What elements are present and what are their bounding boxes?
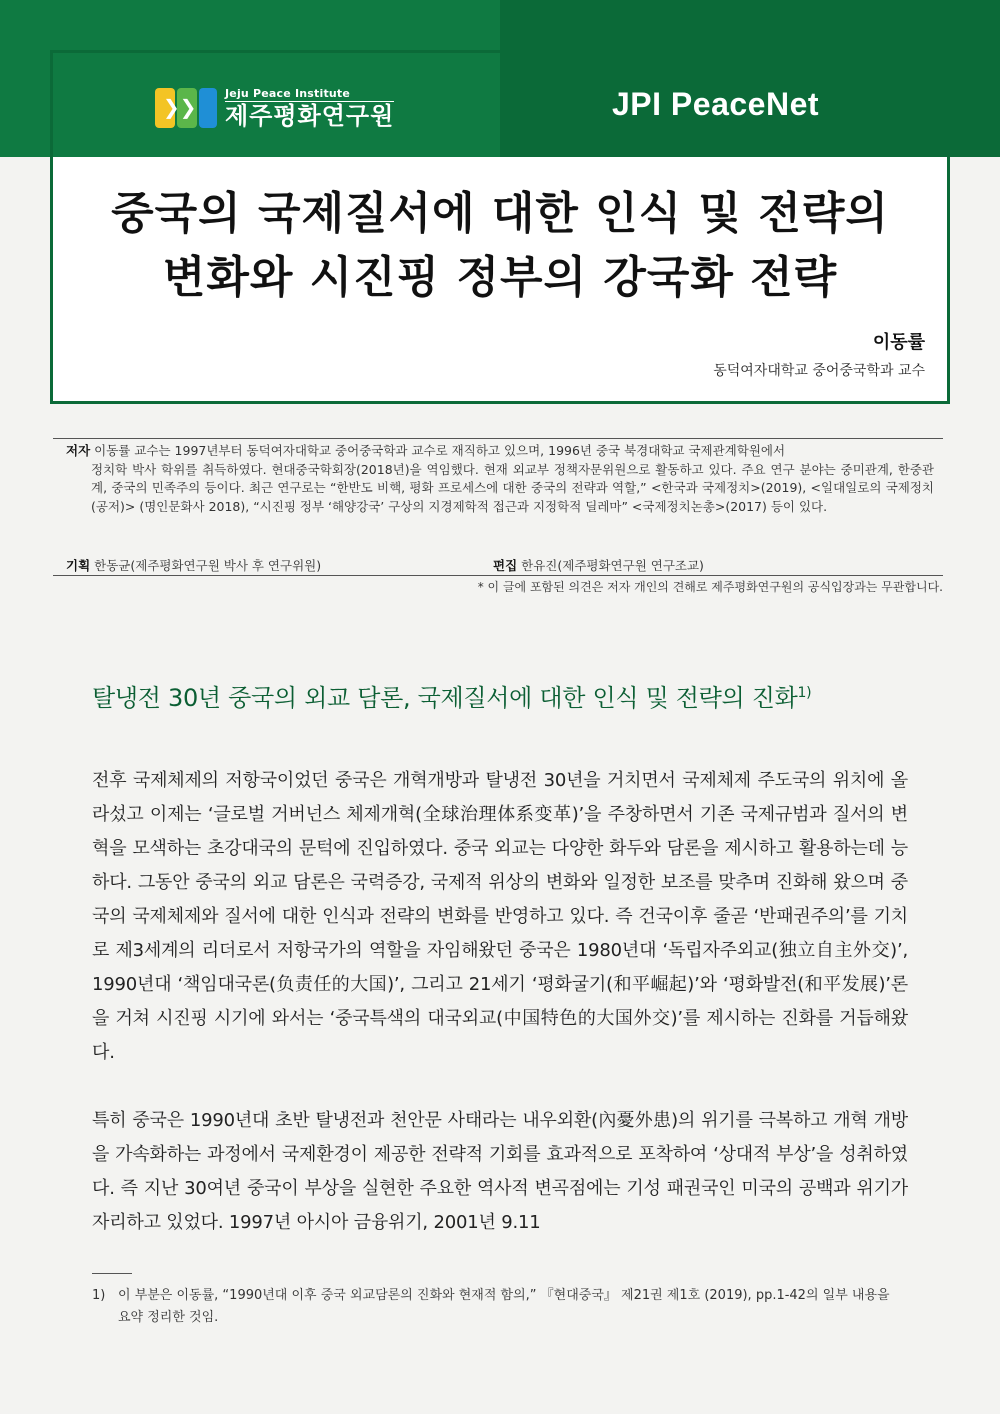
edit-value: 한유진(제주평화연구원 연구조교): [521, 558, 704, 573]
footnote-line2: 요약 정리한 것임.: [118, 1310, 219, 1325]
footnote: [92, 1285, 912, 1329]
title-line-1: 중국의 국제질서에 대한 인식 및 전략의: [111, 188, 889, 239]
author-bio-line1: 이동률 교수는 1997년부터 동덕여자대학교 중어중국학과 교수로 재직하고 있으며, 1996년 중국 북경대학교 국제관계학원에서: [94, 443, 786, 458]
institute-name-en: Jeju Peace Institute: [225, 87, 394, 102]
jpi-logo: [155, 86, 394, 130]
body-paragraph-2: 특히 중국은 1990년대 초반 탈냉전과 천안문 사태라는 내우외환(內憂外患)의 위기를 극복하고 개혁 개방을 가속화하는 과정에서 국제환경이 제공한 전략적 기회를 효과적으로 포착하여 ‘상대적 부상’을 성취하였다. 즉 지난 30여년 중국이 부상을 실현한 주요한 역사적 변곡점에는 기성 패권국인 미국의 공백과 위기가 자리하고 있었다. 1997년 아시아 금융위기, 2001년 9.11: [92, 1110, 908, 1233]
edit-label: 편집: [493, 558, 518, 573]
section-title: 탈냉전 30년 중국의 외교 담론, 국제질서에 대한 인식 및 전략의 진화: [92, 684, 798, 712]
plan-value: 한동균(제주평화연구원 박사 후 연구위원): [94, 558, 322, 573]
institute-name-ko: 제주평화연구원: [225, 101, 395, 130]
footnote-divider: [92, 1273, 132, 1274]
footnote-ref: 1): [797, 685, 812, 701]
author-affiliation: 동덕여자대학교 중어중국학과 교수: [713, 363, 925, 379]
editor: [493, 556, 704, 574]
section-heading: [92, 678, 811, 713]
author-bio-rest: 정치학 박사 학위를 취득하였다. 현대중국학회장(2018년)을 역임했다. 현재 외교부 정책자문위원으로 활동하고 있다. 주요 연구 분야는 중미관계, 한중관계, 중국의 민족주의 등이다. 최근 연구로는 “한반도 비핵, 평화 프로세스에 대한 중국의 전략과 역할,” <한국과 국제정치>(2019), <일대일로의 국제정치 (공저)> (명인문화사 2018), “시진핑 정부 ‘해양강국’ 구상의 지경제학적 접근과 지정학적 딜레마” <국제정치논총>(2017) 등이 있다.: [91, 461, 934, 514]
dove-icon: ❯❯: [163, 95, 197, 119]
footnote-number: 1): [92, 1288, 106, 1303]
planner: [66, 556, 321, 574]
body-paragraph-1: 전후 국제체제의 저항국이었던 중국은 개혁개방과 탈냉전 30년을 거치면서 국제체제 주도국의 위치에 올라섰고 이제는 ‘글로벌 거버넌스 체제개혁(全球治理体系变革)’을 주창하면서 기존 국제규범과 질서의 변혁을 모색하는 초강대국의 문턱에 진입하였다. 중국 외교는 다양한 화두와 담론을 제시하고 활용하는데 능하다. 그동안 중국의 외교 담론은 국력증강, 국제적 위상의 변화와 일정한 보조를 맞추며 진화해 왔으며 중국의 국제체제와 질서에 대한 인식과 전략의 변화를 반영하고 있다. 즉 건국이후 줄곧 ‘반패권주의’를 기치로 제3세계의 리더로서 저항국가의 역할을 자임해왔던 중국은 1980년대 ‘독립자주외교(独立自主外交)’, 1990년대 ‘책임대국론(负责任的大国)’, 그리고 21세기 ‘평화굴기(和平崛起)’와 ‘평화발전(和平发展)’론을 거쳐 시진핑 시기에 와서는 ‘중국특색의 대국외교(中国特色的大国外交)’를 제시하는 진화를 거듭해왔다.: [92, 770, 908, 1063]
plan-label: 기획: [66, 558, 91, 573]
jpi-logo-mark: [155, 86, 217, 130]
disclaimer: * 이 글에 포함된 의견은 저자 개인의 견해로 제주평화연구원의 공식입장과는 무관합니다.: [477, 580, 943, 594]
peacenet-brand: JPI PeaceNet: [612, 86, 820, 122]
page-title: [60, 182, 940, 310]
title-line-2: 변화와 시진핑 정부의 강국화 전략: [162, 252, 838, 303]
footnote-line1: 이 부분은 이동률, “1990년대 이후 중국 외교담론의 진화와 현재적 함의,” 『현대중국』 제21권 제1호 (2019), pp.1-42의 일부 내용을: [118, 1288, 890, 1303]
author-name: 이동률: [872, 332, 925, 353]
author-bio: [66, 442, 934, 516]
author-label: 저자: [66, 443, 91, 458]
